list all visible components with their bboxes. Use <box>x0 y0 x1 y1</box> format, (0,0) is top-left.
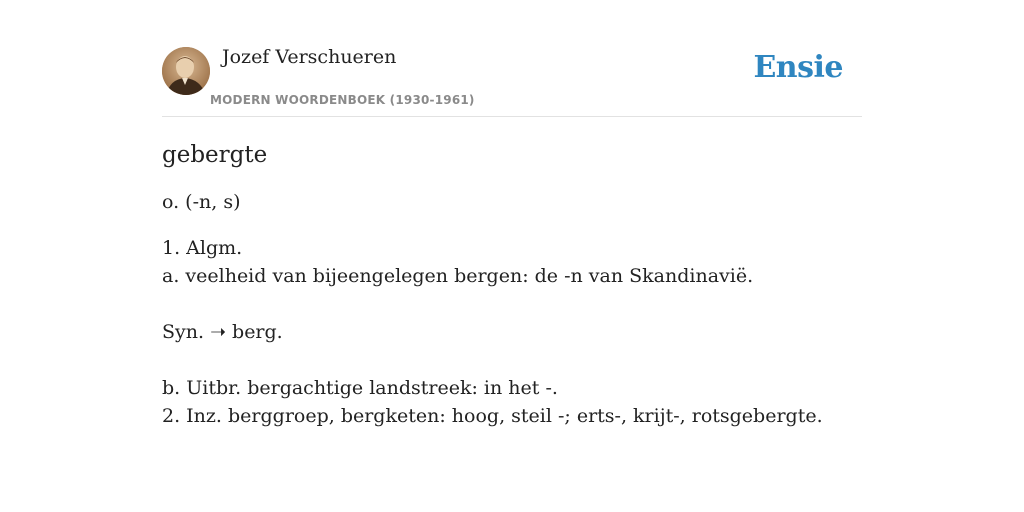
definition-spacer <box>162 290 862 318</box>
entry-word: gebergte <box>162 142 268 168</box>
definition-spacer <box>162 346 862 374</box>
definition-line: b. Uitbr. bergachtige landstreek: in het -. <box>162 377 558 399</box>
grammar-info: o. (-n, s) <box>162 191 241 213</box>
definition-line: a. veelheid van bijeengelegen bergen: de -n van Skandinavië. <box>162 265 754 287</box>
source-title[interactable]: MODERN WOORDENBOEK (1930-1961) <box>210 93 475 107</box>
definition <box>162 234 862 430</box>
author-avatar[interactable] <box>162 47 210 95</box>
ensie-logo[interactable]: Ensie <box>753 50 843 85</box>
definition-line: 2. Inz. berggroep, bergketen: hoog, steil -; erts-, krijt-, rotsgebergte. <box>162 405 823 427</box>
synonym-link[interactable]: Syn. ➝ berg. <box>162 321 283 343</box>
entry-content <box>162 138 862 430</box>
author-name[interactable]: Jozef Verschueren <box>222 46 397 68</box>
definition-line: 1. Algm. <box>162 237 243 259</box>
header <box>162 44 862 117</box>
author-portrait-icon <box>162 47 210 95</box>
